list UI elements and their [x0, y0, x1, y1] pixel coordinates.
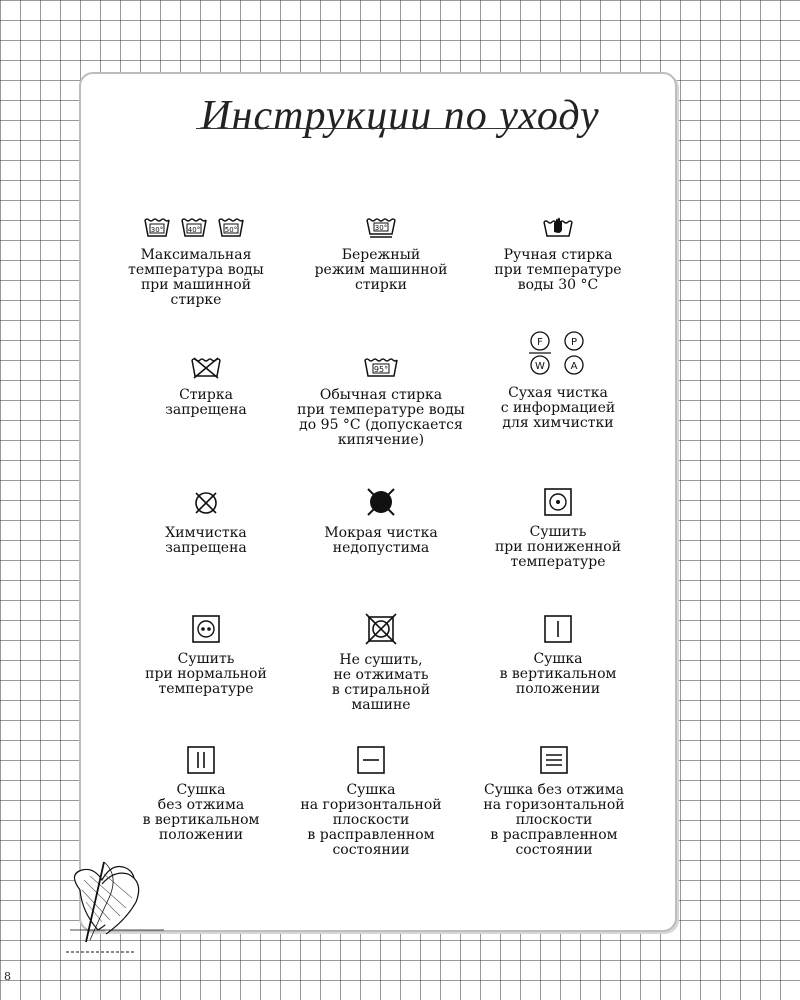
- line-dry-vertical-icon: [543, 614, 573, 644]
- dry-clean-letter: A: [570, 361, 578, 372]
- symbol-label: Сушить при нормальной температуре: [145, 651, 267, 697]
- hand-wash-icon: [540, 214, 576, 240]
- symbol-label: Сухая чистка с информацией для химчистки: [500, 385, 616, 431]
- symbol-dry-low: [463, 487, 653, 570]
- symbol-line-dry-vertical: [463, 614, 653, 697]
- symbol-drip-dry-vertical: [106, 745, 296, 843]
- temp-value: 95°: [373, 365, 389, 374]
- symbol-label: Бережный режим машинной стирки: [314, 247, 448, 293]
- no-wash-icon: [188, 354, 224, 380]
- dry-clean-letter: W: [535, 361, 545, 372]
- symbol-normal-wash-95: [286, 354, 476, 448]
- page-number: 8: [4, 970, 11, 983]
- tumble-dry-low-icon: [543, 487, 573, 517]
- symbol-label: Обычная стирка при температуре воды до 95 °С (допускается кипячение): [297, 387, 465, 448]
- symbol-label: Мокрая чистка недопустима: [324, 525, 438, 556]
- symbol-no-wash: [111, 354, 301, 418]
- symbol-no-tumble-dry: [286, 613, 476, 713]
- symbol-label: Сушка без отжима на горизонтальной плоскости в расправленном состоянии: [483, 782, 625, 858]
- symbol-dry-clean-info: [463, 330, 653, 431]
- title-underline: [196, 128, 574, 129]
- symbol-max-temp: [101, 214, 291, 308]
- wash-temperatures-icon: [141, 214, 251, 240]
- drip-dry-vertical-icon: [186, 745, 216, 775]
- no-tumble-dry-icon: [364, 613, 398, 645]
- dry-clean-letter: F: [537, 337, 543, 348]
- symbol-dry-normal: [111, 614, 301, 697]
- symbol-label: Сушить при пониженной температуре: [494, 524, 622, 570]
- symbol-label: Стирка запрещена: [165, 387, 247, 418]
- wash-95-icon: [361, 354, 401, 380]
- temp-value: 30°: [150, 226, 164, 234]
- dry-clean-letters-icon: [526, 330, 590, 376]
- symbol-drip-dry-flat: [459, 745, 649, 858]
- symbol-no-dry-clean: [111, 488, 301, 556]
- no-dry-clean-icon: [191, 488, 221, 518]
- temp-value: 50°: [224, 226, 238, 234]
- symbol-label: Сушка на горизонтальной плоскости в расправленном состоянии: [300, 782, 442, 858]
- temp-value: 40°: [187, 226, 201, 234]
- no-wet-clean-icon: [364, 486, 398, 518]
- heart-needle-icon: [60, 860, 170, 955]
- page-title: Инструкции по уходу: [200, 93, 600, 139]
- symbol-no-wet-clean: [286, 486, 476, 556]
- tumble-dry-normal-icon: [191, 614, 221, 644]
- gentle-wash-icon: [363, 214, 399, 240]
- symbol-label: Химчистка запрещена: [165, 525, 247, 556]
- dry-flat-icon: [356, 745, 386, 775]
- symbol-label: Максимальная температура воды при машинной стирке: [128, 247, 264, 308]
- symbol-dry-flat: [276, 745, 466, 858]
- symbol-label: Сушка без отжима в вертикальном положении: [142, 782, 260, 843]
- symbol-gentle-wash: [286, 214, 476, 293]
- drip-dry-flat-icon: [539, 745, 569, 775]
- dry-clean-letter: P: [570, 337, 578, 348]
- symbol-label: Сушка в вертикальном положении: [499, 651, 617, 697]
- symbol-hand-wash: [463, 214, 653, 293]
- temp-value: 30°: [374, 224, 388, 232]
- symbol-label: Не сушить, не отжимать в стиральной машине: [331, 652, 431, 713]
- symbol-label: Ручная стирка при температуре воды 30 °С: [494, 247, 622, 293]
